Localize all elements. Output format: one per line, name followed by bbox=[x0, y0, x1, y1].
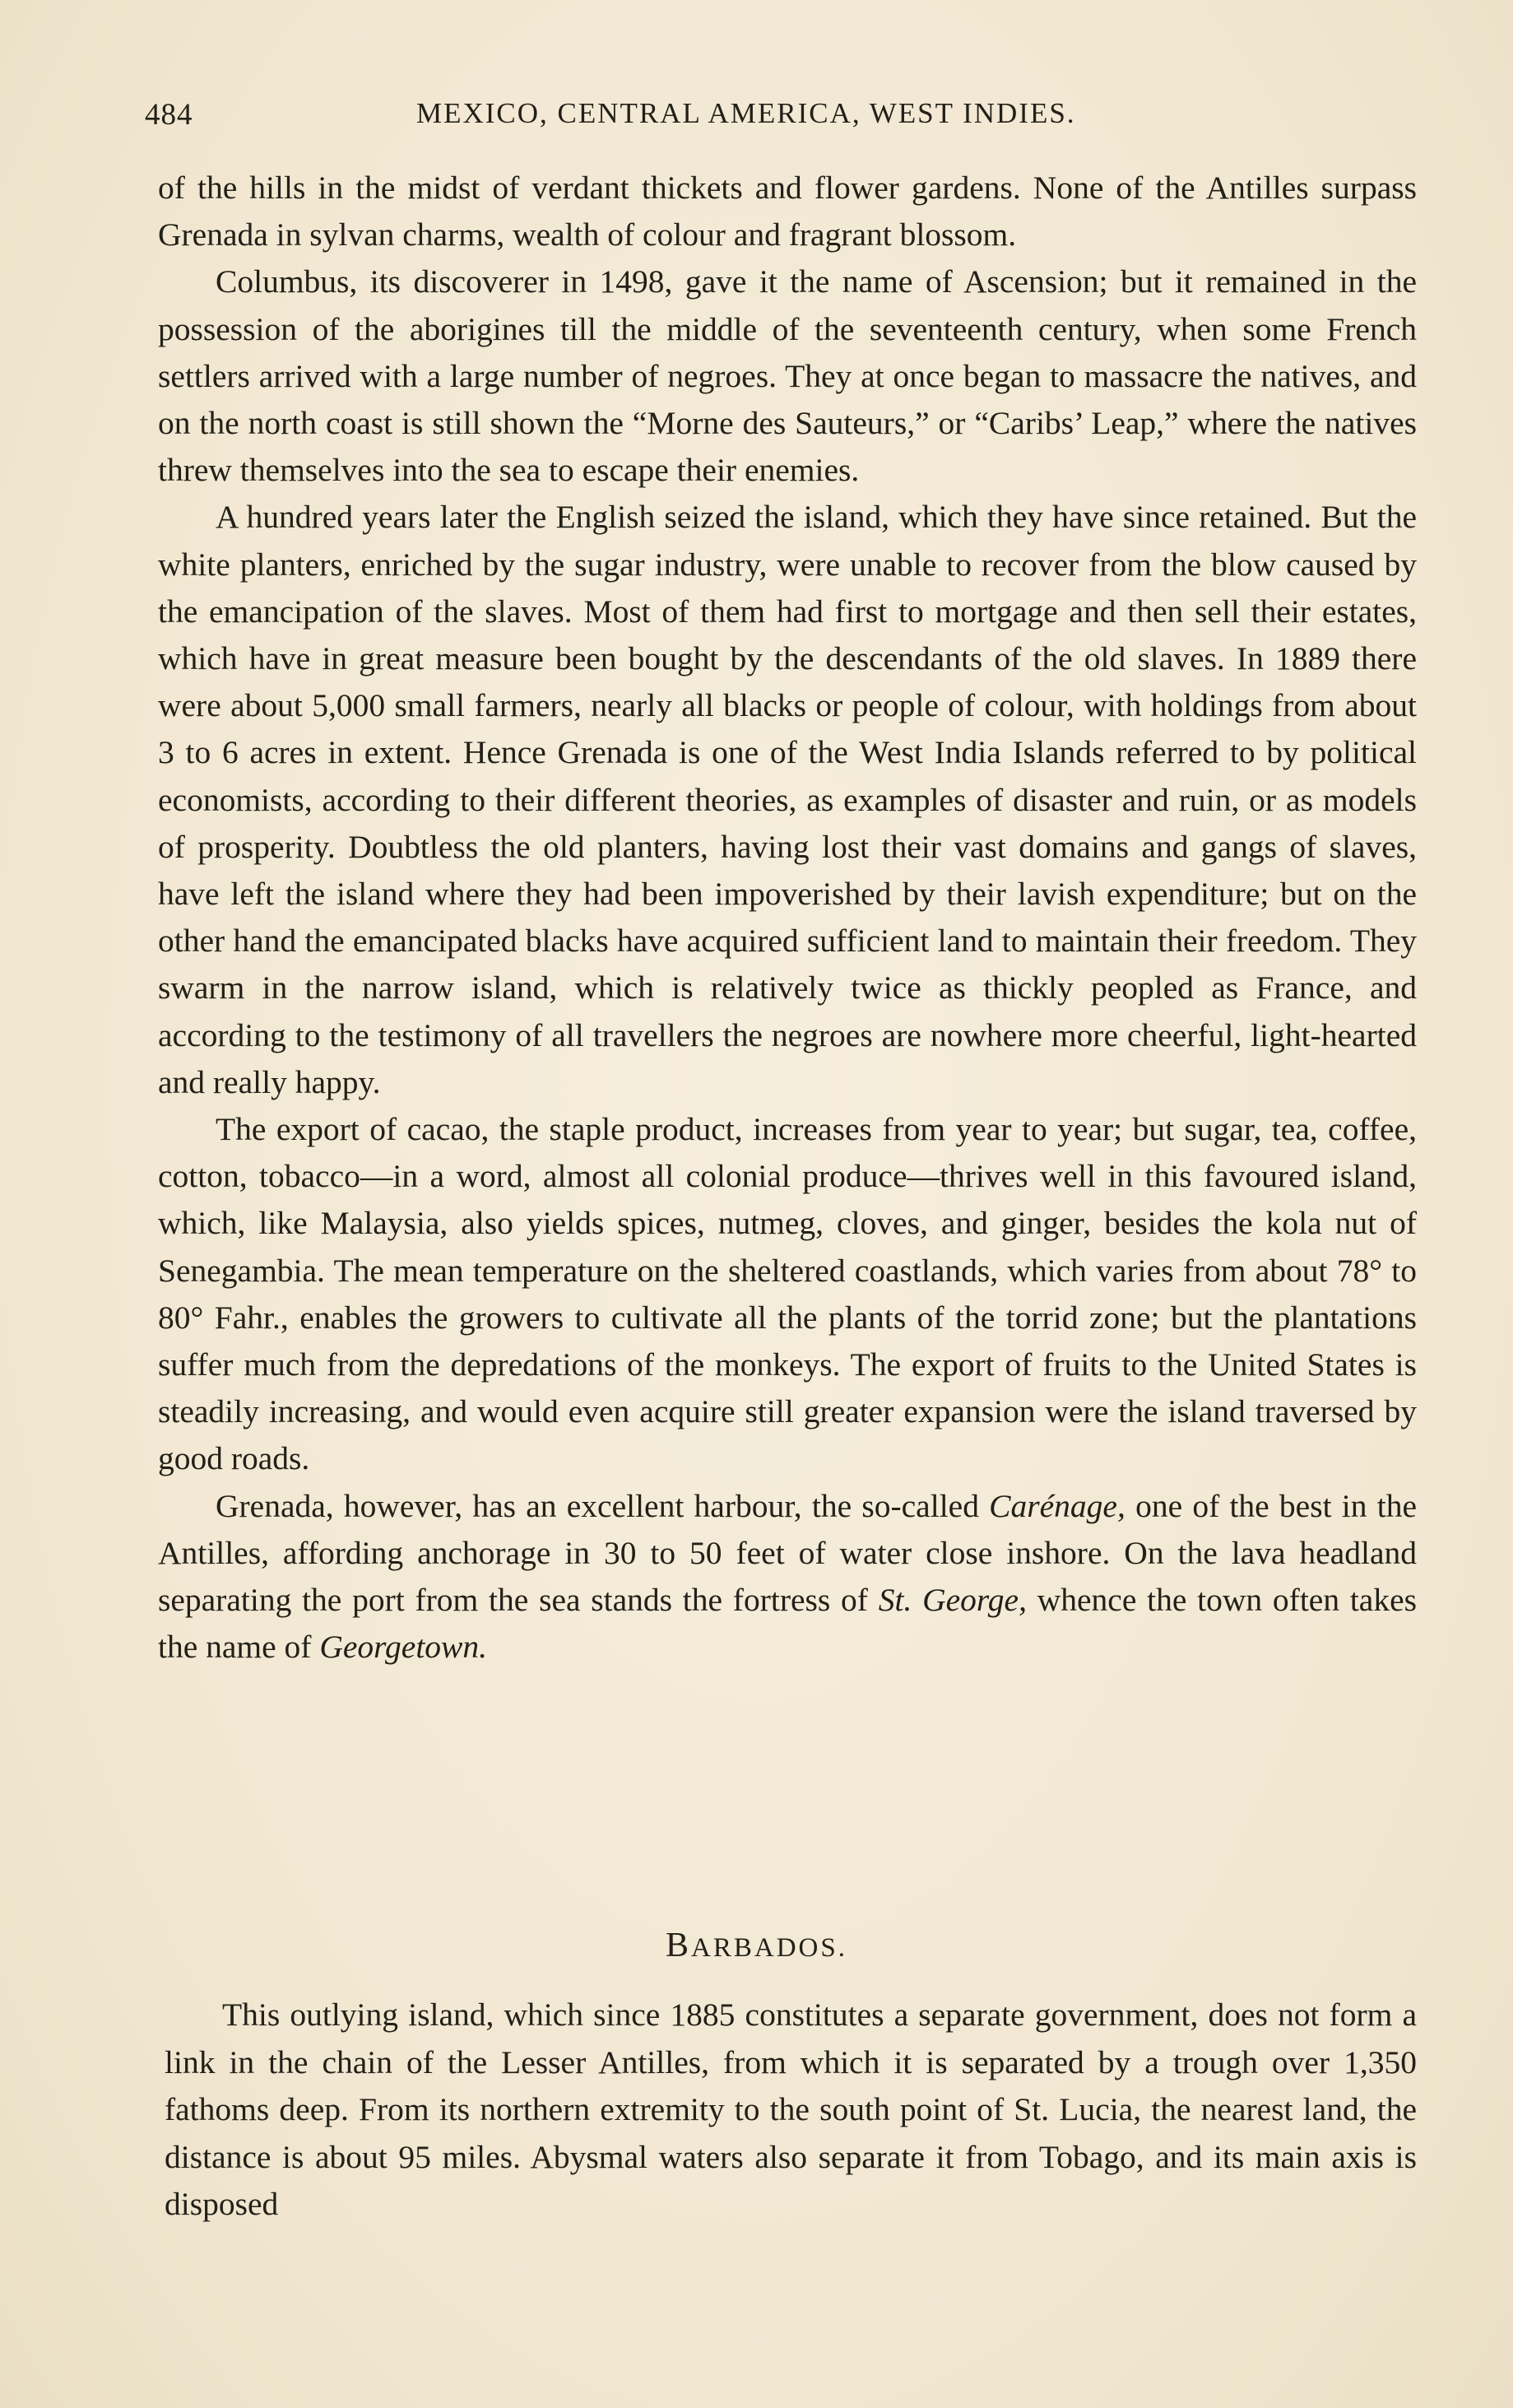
italic-carenage: Carénage, bbox=[989, 1487, 1125, 1524]
paragraph-5-text-b: one of the best in the Antilles, affording anchorage in 30 to 50 feet of water close inshore. On the lava headland separating the port from the sea stands the fortress of bbox=[158, 1487, 1417, 1619]
paragraph-6: This outlying island, which since 1885 constitutes a separate government, does not form a link in the chain of the Lesser Antilles, from which it is separated by a trough over 1,350 fathoms deep. From its northern extremity to the south point of St. Lucia, the nearest land, the distance is about 95 miles. Abysmal waters also separate it from Tobago, and its main axis is disposed bbox=[165, 1997, 1417, 2222]
section-heading-barbados bbox=[0, 1926, 1513, 1965]
paragraph-5-text-c: whence the town often takes the name of bbox=[158, 1582, 1417, 1666]
italic-georgetown: Georgetown. bbox=[319, 1629, 488, 1666]
main-text-block bbox=[158, 165, 1417, 1671]
paragraph-2: Columbus, its discoverer in 1498, gave it the name of Ascension; but it remained in the possession of the aborigines till the middle of the seventeenth century, when some French settlers arrived with a large number of negroes. They at once began to massacre the natives, and on the north coast is still shown the “Morne des Sauteurs,” or “Caribs’ Leap,” where the natives threw themselves into the sea to escape their enemies. bbox=[158, 263, 1417, 489]
section-heading-initial: B bbox=[666, 1927, 692, 1964]
barbados-text-block bbox=[165, 1992, 1417, 2229]
paragraph-5 bbox=[158, 1483, 1417, 1671]
running-title: MEXICO, CENTRAL AMERICA, WEST INDIES. bbox=[416, 97, 1076, 129]
italic-st-george: St. George, bbox=[878, 1582, 1027, 1619]
page-number: 484 bbox=[145, 98, 193, 132]
page-header bbox=[145, 97, 1404, 146]
paragraph-1: of the hills in the midst of verdant thickets and flower gardens. None of the Antilles surpass Grenada in sylvan charms, wealth of colour and fragrant blossom. bbox=[158, 170, 1417, 253]
section-heading-rest: ARBADOS. bbox=[691, 1933, 847, 1963]
paragraph-5-text-a: Grenada, however, has an excellent harbour, the so-called bbox=[216, 1487, 990, 1524]
paragraph-3: A hundred years later the English seized the island, which they have since retained. But the white planters, enriched by the sugar industry, were unable to recover from the blow caused by the emancipation of the slaves. Most of them had first to mortgage and then sell their estates, which have in great measure been bought by the descendants of the old slaves. In 1889 there were about 5,000 small farmers, nearly all blacks or people of colour, with holdings from about 3 to 6 acres in extent. Hence Grenada is one of the West India Islands referred to by political economists, according to their different theories, as examples of disaster and ruin, or as models of prosperity. Doubtless the old planters, having lost their vast domains and gangs of slaves, have left the island where they had been impoverished by their lavish expenditure; but on the other hand the emancipated blacks have acquired sufficient land to maintain their freedom. They swarm in the narrow island, which is relatively twice as thickly peopled as France, and according to the testimony of all travellers the negroes are nowhere more cheerful, light-hearted and really happy. bbox=[158, 499, 1417, 1100]
paragraph-4: The export of cacao, the staple product, increases from year to year; but sugar, tea, coffee, cotton, tobacco—in a word, almost all colonial produce—thrives well in this favoured island, which, like Malaysia, also yields spices, nutmeg, cloves, and ginger, besides the kola nut of Senegambia. The mean temperature on the sheltered coastlands, which varies from about 78° to 80° Fahr., enables the growers to cultivate all the plants of the torrid zone; but the plantations suffer much from the depredations of the monkeys. The export of fruits to the United States is steadily increasing, and would even acquire still greater expansion were the island traversed by good roads. bbox=[158, 1111, 1417, 1477]
